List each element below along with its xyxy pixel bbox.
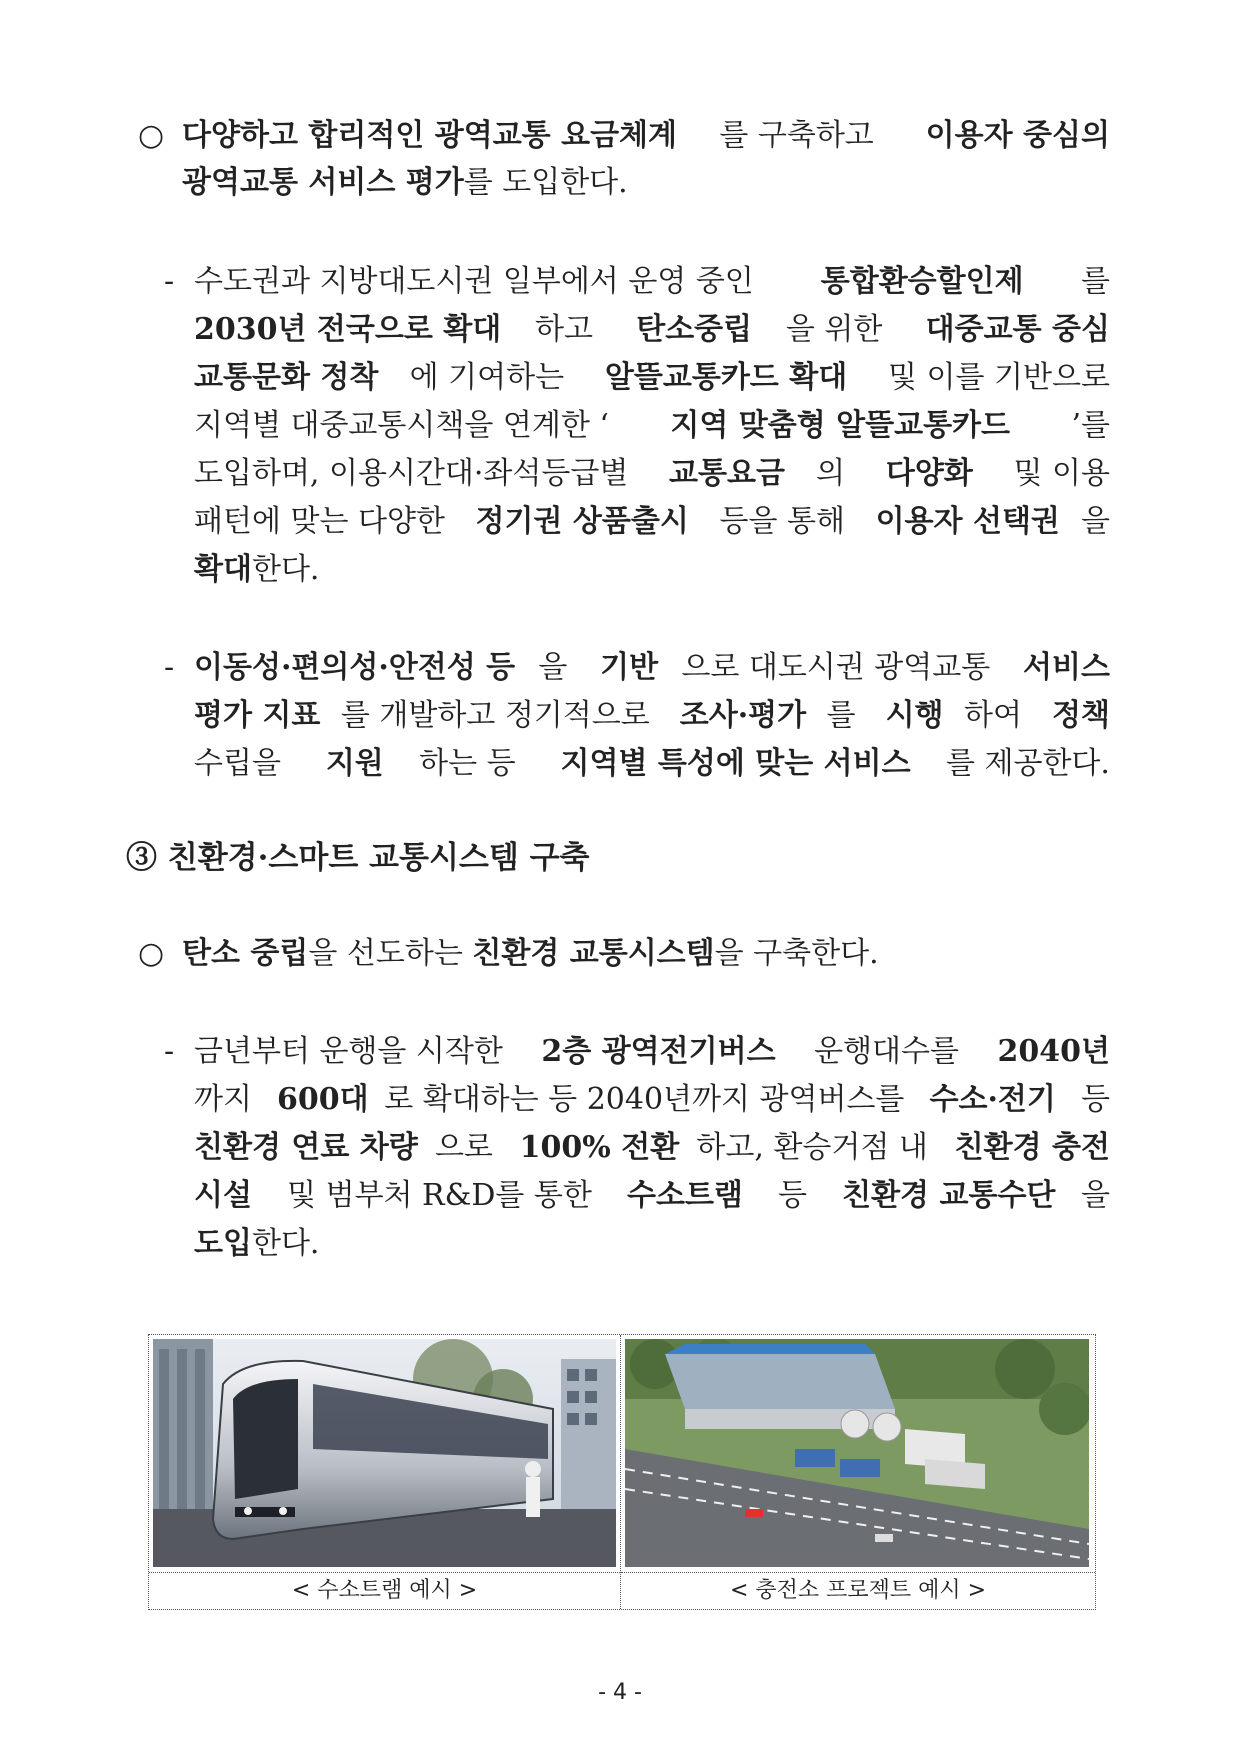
bullet-circle: ○ — [138, 936, 165, 971]
dash-marker: - — [164, 264, 175, 299]
paragraph-line: 패턴에 맞는 다양한 정기권 상품출시 등을 통해 이용자 선택권 을 — [194, 504, 1110, 539]
section-heading: ③ 친환경·스마트 교통시스템 구축 — [126, 840, 590, 876]
paragraph-line: 평가 지표 를 개발하고 정기적으로 조사·평가 를 시행 하여 정책 — [194, 698, 1110, 733]
paragraph-line: 도입하며, 이용시간대·좌석등급별 교통요금 의 다양화 및 이용 — [194, 456, 1110, 491]
hydrogen-tram-image — [153, 1339, 616, 1567]
figure-cell-tram — [149, 1335, 620, 1609]
dash-marker: - — [164, 1034, 175, 1069]
page-number: - 4 - — [598, 1680, 642, 1705]
paragraph-line: 이동성·편의성·안전성 등 을 기반 으로 대도시권 광역교통 서비스 — [194, 650, 1110, 685]
paragraph-line: 지역별 대중교통시책을 연계한 ‘ 지역 맞춤형 알뜰교통카드 ’를 — [194, 408, 1110, 443]
figure-table — [148, 1334, 1096, 1610]
figure-caption: < 충전소 프로젝트 예시 > — [621, 1572, 1095, 1609]
paragraph-line: 광역교통 서비스 평가를 도입한다. — [182, 165, 628, 200]
bullet-circle: ○ — [138, 118, 165, 153]
charging-station-image — [625, 1339, 1089, 1567]
figure-cell-station — [621, 1335, 1095, 1609]
paragraph-line: 수립을 지원 하는 등 지역별 특성에 맞는 서비스 를 제공한다. — [194, 746, 1110, 781]
paragraph-line: 교통문화 정착 에 기여하는 알뜰교통카드 확대 및 이를 기반으로 — [194, 360, 1110, 395]
paragraph-line: 다양하고 합리적인 광역교통 요금체계 를 구축하고 이용자 중심의 — [182, 118, 1110, 153]
paragraph-line: 도입한다. — [194, 1226, 320, 1261]
paragraph-line: 시설 및 범부처 R&D를 통한 수소트램 등 친환경 교통수단 을 — [194, 1178, 1110, 1213]
hydrogen-tram-illustration — [153, 1339, 616, 1567]
charging-station-illustration — [625, 1339, 1089, 1567]
figure-caption: < 수소트램 예시 > — [149, 1572, 620, 1609]
paragraph-line: 금년부터 운행을 시작한 2층 광역전기버스 운행대수를 2040년 — [194, 1034, 1110, 1069]
dash-marker: - — [164, 650, 175, 685]
paragraph-line: 수도권과 지방대도시권 일부에서 운영 중인 통합환승할인제 를 — [194, 264, 1110, 299]
paragraph-line: 확대한다. — [194, 552, 320, 587]
paragraph-line: 탄소 중립을 선도하는 친환경 교통시스템을 구축한다. — [182, 936, 879, 971]
paragraph-line: 친환경 연료 차량 으로 100% 전환 하고, 환승거점 내 친환경 충전 — [194, 1130, 1110, 1165]
paragraph-line: 까지 600대 로 확대하는 등 2040년까지 광역버스를 수소·전기 등 — [194, 1082, 1110, 1117]
paragraph-line: 2030년 전국으로 확대 하고 탄소중립 을 위한 대중교통 중심 — [194, 312, 1110, 347]
